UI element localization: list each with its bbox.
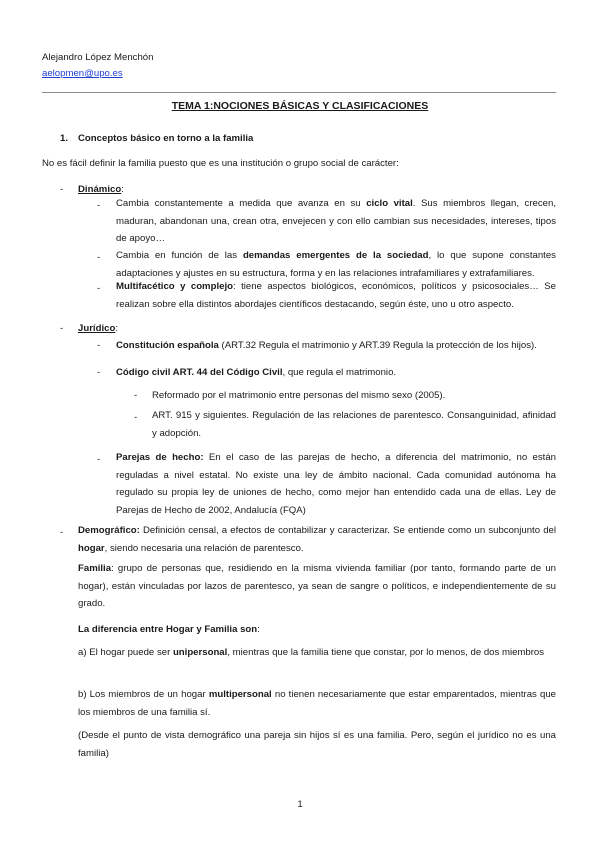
juridico-parejas: Parejas de hecho: En el caso de las parejas de hecho, a diferencia del matrimonio, no están reguladas a nivel estatal. No existe una ley de ámbito nacional. Cada comunidad autónoma ha regulado su propia ley de uniones de hecho, como mejor han entendido cada una de ellas. Ley de Parejas de Hecho de 2002, Andalucía (FQA) <box>116 452 556 516</box>
bullet-dash: - <box>97 367 101 378</box>
section-number: 1. <box>60 133 69 144</box>
diferencia-b: b) Los miembros de un hogar multipersonal no tienen necesariamente que estar emparentados, mientras que los miembros de una familia sí. <box>78 689 557 718</box>
bullet-dash: - <box>97 200 101 211</box>
bullet-dash: - <box>60 323 64 334</box>
author-name: Alejandro López Menchón <box>42 52 154 63</box>
juridico-label: Jurídico <box>78 323 116 334</box>
bullet-dash: - <box>60 184 64 195</box>
bullet-dash: - <box>97 454 101 465</box>
author-email[interactable] <box>42 68 123 80</box>
juridico-sub-1: Reformado por el matrimonio entre personas del mismo sexo (2005). <box>152 390 446 401</box>
bullet-dash: - <box>97 252 101 263</box>
dinamico-item-2: Cambia en función de las demandas emergentes de la sociedad, lo que supone constantes adaptaciones y ajustes en su estructura, forma y en las relaciones intrafamiliares y extrafamiliares. <box>116 250 556 279</box>
dinamico-label: Dinámico <box>78 184 122 195</box>
familia-definition: Familia: grupo de personas que, residiendo en la misma vivienda familiar (por tanto, formando parte de un hogar), están vinculadas por lazos de parentesco, ya sean de sangre o políticos, e independientemente de su grado. <box>78 563 556 609</box>
bullet-dash: - <box>134 390 138 401</box>
demografico-note: (Desde el punto de vista demográfico una pareja sin hijos sí es una familia. Pero, según el jurídico no es una familia) <box>78 730 556 759</box>
juridico-constitucion: Constitución española (ART.32 Regula el matrimonio y ART.39 Regula la protección de los hijos). <box>116 340 537 351</box>
dinamico-item-3: Multifacético y complejo: tiene aspectos biológicos, económicos, políticos y psicosociales… Se realizan sobre ella distintos abordajes científicos destacando, según éste, uno u otro aspecto. <box>116 281 556 310</box>
bullet-dash: - <box>97 340 101 351</box>
header-divider <box>42 92 556 93</box>
section-heading: Conceptos básico en torno a la familia <box>78 133 254 144</box>
diferencia-heading: La diferencia entre Hogar y Familia son: <box>78 624 260 635</box>
bullet-dash: - <box>134 412 138 423</box>
juridico-sub-2: ART. 915 y siguientes. Regulación de las relaciones de parentesco. Consanguinidad, afinidad y adopción. <box>152 410 556 439</box>
email-link[interactable]: aelopmen@upo.es <box>42 68 123 79</box>
dinamico-heading: Dinámico: <box>78 184 124 195</box>
intro-text: No es fácil definir la familia puesto que es una institución o grupo social de carácter: <box>42 158 399 169</box>
page-title: TEMA 1:NOCIONES BÁSICAS Y CLASIFICACIONES <box>171 100 429 112</box>
dinamico-item-1: Cambia constantemente a medida que avanza en su ciclo vital. Sus miembros llegan, crecen, maduran, abandonan una, crean otra, envejecen y con ello cambian sus necesidades, intereses, tipos de apoyo… <box>116 198 556 244</box>
juridico-codigo: Código civil ART. 44 del Código Civil, que regula el matrimonio. <box>116 367 397 378</box>
juridico-heading: Jurídico: <box>78 323 118 334</box>
bullet-dash: - <box>97 283 101 294</box>
diferencia-a: a) El hogar puede ser unipersonal, mientras que la familia tiene que constar, por lo menos, de dos miembros <box>78 647 545 658</box>
demografico-text: Demográfico: Definición censal, a efectos de contabilizar y caracterizar. Se entiende como un subconjunto del hogar, siendo necesaria una relación de parentesco. <box>78 525 556 554</box>
page-number: 1 <box>297 799 303 810</box>
bullet-dash: - <box>60 527 64 538</box>
